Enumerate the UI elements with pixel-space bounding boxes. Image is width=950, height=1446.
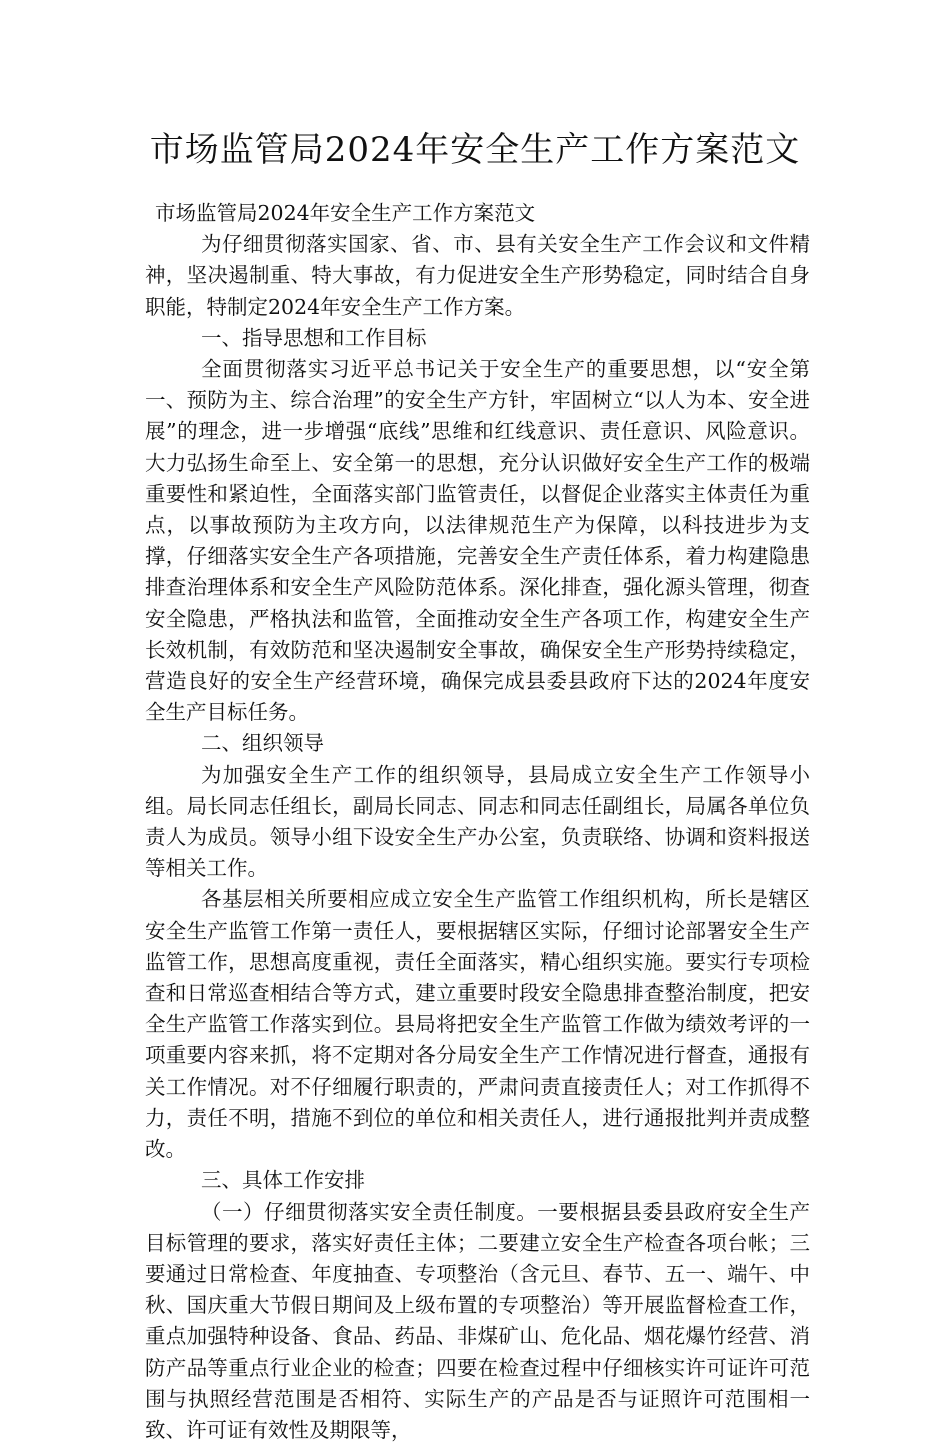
paragraph-guiding-ideology: 全面贯彻落实习近平总书记关于安全生产的重要思想，以“安全第一、预防为主、综合治理”的安全生产方针，牢固树立“以人为本、安全进展”的理念，进一步增强“底线”思维和红线意识、责任意识、风险意识。大力弘扬生命至上、安全第一的思想，充分认识做好安全生产工作的极端重要性和紧迫性，全面落实部门监管责任，以督促企业落实主体责任为重点，以事故预防为主攻方向，以法律规范生产为保障，以科技进步为支撑，仔细落实安全生产各项措施，完善安全生产责任体系，着力构建隐患排查治理体系和安全生产风险防范体系。深化排查，强化源头管理，彻查安全隐患，严格执法和监管，全面推动安全生产各项工作，构建安全生产长效机制，有效防范和坚决遏制安全事故，确保安全生产形势持续稳定，营造良好的安全生产经营环境，确保完成县委县政府下达的2024年度安全生产目标任务。 xyxy=(145,354,810,728)
section-heading-work-arrangement: 三、具体工作安排 xyxy=(145,1165,810,1196)
paragraph-intro: 为仔细贯彻落实国家、省、市、县有关安全生产工作会议和文件精神，坚决遏制重、特大事故，有力促进安全生产形势稳定，同时结合自身职能，特制定2024年安全生产工作方案。 xyxy=(145,229,810,323)
section-heading-guiding-ideology: 一、指导思想和工作目标 xyxy=(145,323,810,354)
paragraph-grassroots: 各基层相关所要相应成立安全生产监管工作组织机构，所长是辖区安全生产监管工作第一责任人，要根据辖区实际，仔细讨论部署安全生产监管工作，思想高度重视，责任全面落实，精心组织实施。要实行专项检查和日常巡查相结合等方式，建立重要时段安全隐患排查整治制度，把安全生产监管工作落实到位。县局将把安全生产监管工作做为绩效考评的一项重要内容来抓，将不定期对各分局安全生产工作情况进行督查，通报有关工作情况。对不仔细履行职责的，严肃问责直接责任人；对工作抓得不力，责任不明，措施不到位的单位和相关责任人，进行通报批判并责成整改。 xyxy=(145,884,810,1165)
paragraph-organization: 为加强安全生产工作的组织领导，县局成立安全生产工作领导小组。局长同志任组长，副局长同志、同志和同志任副组长，局属各单位负责人为成员。领导小组下设安全生产办公室，负责联络、协调和资料报送等相关工作。 xyxy=(145,760,810,885)
document-body xyxy=(145,198,810,1446)
document-title: 市场监管局2024年安全生产工作方案范文 xyxy=(0,128,950,172)
section-heading-organization: 二、组织领导 xyxy=(145,728,810,759)
document-subtitle: 市场监管局2024年安全生产工作方案范文 xyxy=(145,198,810,229)
paragraph-work-arrangement-1: （一）仔细贯彻落实安全责任制度。一要根据县委县政府安全生产目标管理的要求，落实好责任主体；二要建立安全生产检查各项台帐；三要通过日常检查、年度抽查、专项整治（含元旦、春节、五一、端午、中秋、国庆重大节假日期间及上级布置的专项整治）等开展监督检查工作，重点加强特种设备、食品、药品、非煤矿山、危化品、烟花爆竹经营、消防产品等重点行业企业的检查；四要在检查过程中仔细核实许可证许可范围与执照经营范围是否相符、实际生产的产品是否与证照许可范围相一致、许可证有效性及期限等， xyxy=(145,1197,810,1446)
